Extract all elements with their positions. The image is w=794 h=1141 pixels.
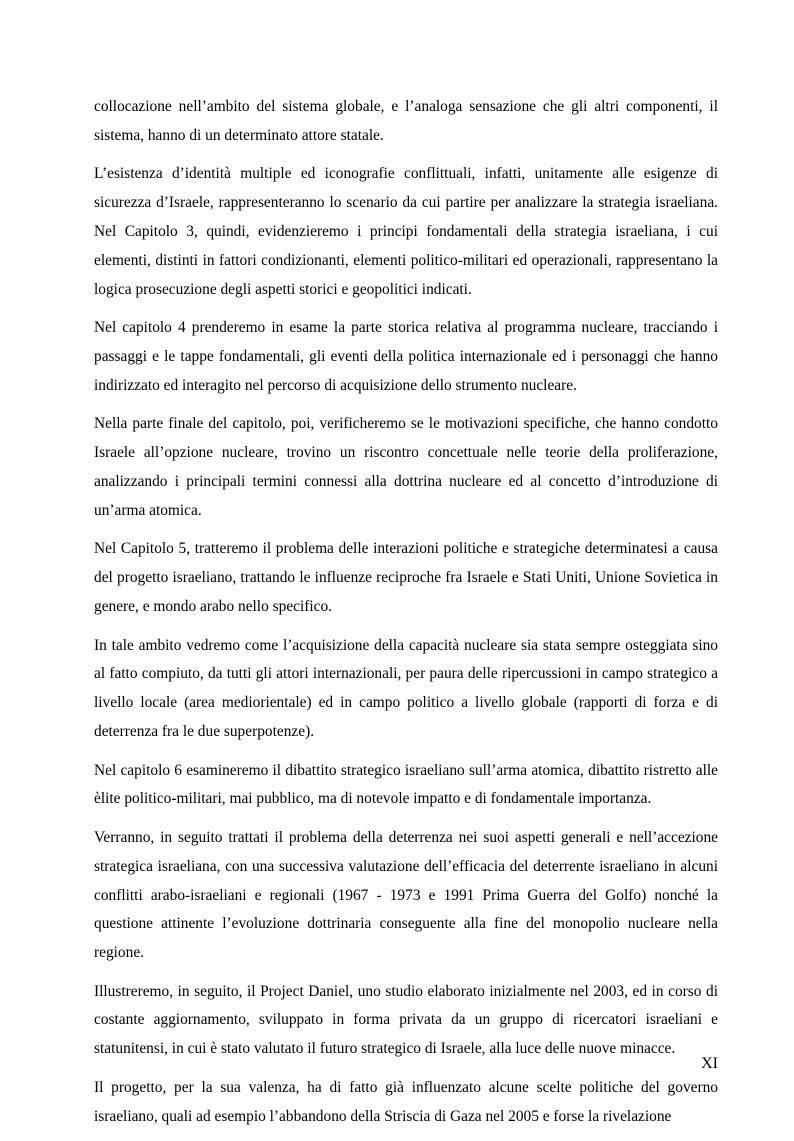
paragraph-1: collocazione nell’ambito del sistema globale, e l’analoga sensazione che gli altri componenti, il sistema, hanno di un determinato attore statale. <box>94 98 718 144</box>
paragraph-6: In tale ambito vedremo come l’acquisizione della capacità nucleare sia stata sempre osteggiata sino al fatto compiuto, da tutti gli attori internazionali, per paura delle ripercussioni in campo strategico a livello locale (area mediorientale) ed in campo politico a livello globale (rapporti di forza e di deterrenza fra le due superpotenze). <box>94 636 718 740</box>
body-text <box>94 93 718 1141</box>
paragraph-10: Il progetto, per la sua valenza, ha di fatto già influenzato alcune scelte politiche del governo israeliano, quali ad esempio l’abbandono della Striscia di Gaza nel 2005 e forse la rivelazione <box>94 1078 718 1125</box>
paragraph-5: Nel Capitolo 5, tratteremo il problema delle interazioni politiche e strategiche determinatesi a causa del progetto israeliano, trattando le influenze reciproche fra Israele e Stati Uniti, Unione Sovietica in genere, e mondo arabo nello specifico. <box>94 540 718 615</box>
paragraph-8: Verranno, in seguito trattati il problema della deterrenza nei suoi aspetti generali e nell’accezione strategica israeliana, con una successiva valutazione dell’efficacia del deterrente israeliano in alcuni conflitti arabo-israeliani e regionali (1967 - 1973 e 1991 Prima Guerra del Golfo) nonché la questione attinente l’evoluzione dottrinaria conseguente alla fine del monopolio nucleare nella regione. <box>94 828 718 962</box>
paragraph-9: Illustreremo, in seguito, il Project Daniel, uno studio elaborato inizialmente nel 2003, ed in corso di costante aggiornamento, sviluppato in forma privata da un gruppo di ricercatori israeliani e statunitensi, in cui è stato valutato il futuro strategico di Israele, alla luce delle nuove minacce. <box>94 982 718 1058</box>
paragraph-7: Nel capitolo 6 esamineremo il dibattito strategico israeliano sull’arma atomica, dibattito ristretto alle èlite politico-militari, mai pubblico, ma di notevole impatto e di fondamentale importanza. <box>94 761 718 808</box>
paragraph-4: Nella parte finale del capitolo, poi, verificheremo se le motivazioni specifiche, che hanno condotto Israele all’opzione nucleare, trovino un riscontro concettuale nelle teorie della proliferazione, analizzando i principali termini connessi alla dottrina nucleare ed al concetto d’introduzione di un’arma atomica. <box>94 415 718 519</box>
paragraph-2: L’esistenza d’identità multiple ed iconografie conflittuali, infatti, unitamente alle esigenze di sicurezza d’Israele, rappresenteranno lo scenario da cui partire per analizzare la strategia israeliana. Nel Capitolo 3, quindi, evidenzieremo i principi fondamentali della strategia israeliana, i cui elementi, distinti in fattori condizionanti, elementi politico-militari ed operazionali, rappresentano la logica prosecuzione degli aspetti storici e geopolitici indicati. <box>94 165 718 298</box>
paragraph-3: Nel capitolo 4 prenderemo in esame la parte storica relativa al programma nucleare, tracciando i passaggi e le tappe fondamentali, gli eventi della politica internazionale ed i personaggi che hanno indirizzato ed interagito nel percorso di acquisizione dello strumento nucleare. <box>94 319 718 394</box>
page-number: XI <box>701 1055 718 1072</box>
